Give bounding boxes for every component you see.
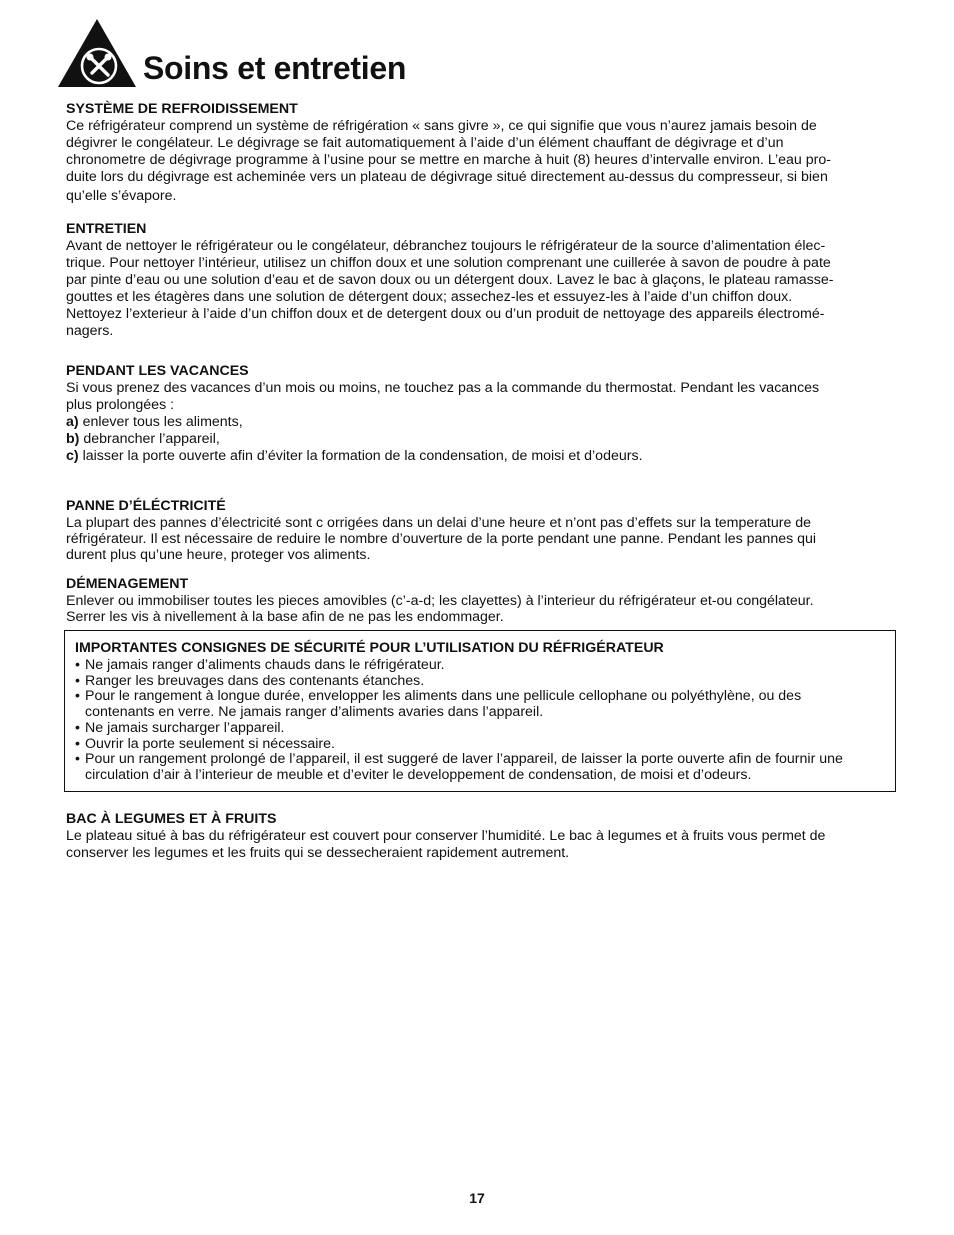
section-heading: SYSTÈME DE REFROIDISSEMENT [66, 101, 298, 117]
paragraph-line: Serrer les vis à nivellement à la base afin de ne pas les endommager. [66, 609, 504, 625]
paragraph-line: Ce réfrigérateur comprend un système de réfrigération « sans givre », ce qui signifie que vous n’aurez jamais besoin de [66, 118, 817, 134]
bullet-text: Ne jamais ranger d’aliments chauds dans le réfrigérateur. [85, 657, 445, 673]
paragraph-line: plus prolongées : [66, 397, 175, 413]
section-heading: DÉMENAGEMENT [66, 576, 189, 592]
paragraph-line: Si vous prenez des vacances d’un mois ou moins, ne touchez pas a la commande du thermostat. Pendant les vacances [66, 380, 820, 396]
tools-warning-icon [57, 18, 137, 88]
bullet-text: Ne jamais surcharger l’appareil. [85, 719, 285, 736]
section-panne [66, 498, 896, 563]
paragraph-line: trique. Pour nettoyer l’intérieur, utilisez un chiffon doux et une solution comprenant une cuillerée à savon de poudre à pate [66, 255, 831, 271]
bullet-text: Ouvrir la porte seulement si nécessaire. [85, 735, 335, 752]
paragraph-line: chronometre de dégivrage programme à l’usine pour se mettre en marche à huit (8) heures d’intervalle environ. L’eau pro- [66, 152, 831, 168]
page-title: Soins et entretien [143, 50, 407, 86]
safety-bullet [75, 752, 895, 783]
list-marker: b) [66, 431, 80, 447]
paragraph-line: Nettoyez l’exterieur à l’aide d’un chiffon doux et de detergent doux ou d’un produit de nettoyage des appareils électromé- [66, 306, 825, 322]
list-text: laisser la porte ouverte afin d’éviter la formation de la condensation, de moisi et d’odeurs. [82, 448, 643, 464]
section-heading: PENDANT LES VACANCES [66, 363, 249, 379]
paragraph-line: nagers. [66, 323, 114, 339]
bullet-text: • Pour le rangement à longue durée, envelopper les aliments dans une pellicule cellophane ou polyéthylène, ou des [85, 688, 802, 705]
section-heading: BAC À LEGUMES ET À FRUITS [66, 811, 277, 827]
safety-bullet [75, 737, 895, 753]
safety-bullet [75, 721, 895, 737]
list-text: enlever tous les aliments, [82, 414, 243, 430]
list-item [66, 448, 896, 465]
paragraph-line: dégivrer le congélateur. Le dégivrage se fait automatiquement à l’aide d’un élément chauffant de dégivrage et d’un [66, 135, 784, 151]
section-heading: PANNE D’ÉLÉCTRICITÉ [66, 498, 226, 514]
paragraph-line: gouttes et les étagères dans une solution de détergent doux; assechez-les et essuyez-les à l’aide d’un chiffon doux. [66, 289, 793, 305]
paragraph-line: conserver les legumes et les fruits qui se dessecheraient rapidement autrement. [66, 845, 570, 861]
paragraph-line: qu’elle s’évapore. [66, 188, 177, 204]
bullet-text: circulation d’air à l’interieur de meuble et d’eviter le developpement de condensation, de moisi et d’odeurs. [85, 766, 752, 783]
bullet-text: contenants en verre. Ne jamais ranger d’aliments avaries dans l’appareil. [85, 704, 544, 721]
list-item [66, 431, 896, 448]
paragraph-line: durent plus qu’une heure, proteger vos aliments. [66, 547, 371, 563]
section-legumes [66, 811, 896, 862]
list-text: debrancher l’appareil, [83, 431, 220, 447]
page-header [57, 18, 757, 90]
paragraph-line: réfrigérateur. Il est nécessaire de reduire le nombre d’ouverture de la porte pendant une panne. Pendant les pannes qui [66, 531, 817, 547]
safety-heading: IMPORTANTES CONSIGNES DE SÉCURITÉ POUR L’UTILISATION DU RÉFRIGÉRATEUR [75, 640, 664, 656]
paragraph-line: Enlever ou immobiliser toutes les pieces amovibles (c’-a-d; les clayettes) à l’interieur du réfrigérateur et-ou congélateur. [66, 593, 814, 609]
safety-bullet [75, 658, 895, 674]
page-number: 17 [469, 1190, 485, 1206]
bullet-text: Ranger les breuvages dans des contenants étanches. [85, 672, 425, 689]
section-vacances [66, 363, 896, 465]
bullet-text: • Pour un rangement prolongé de l’appareil, il est suggeré de laver l’appareil, de laisser la porte ouverte afin de fournir une [85, 751, 843, 768]
section-heading: ENTRETIEN [66, 221, 147, 237]
section-refroidissement [66, 101, 896, 205]
list-item [66, 414, 896, 431]
section-demenagement [66, 576, 896, 625]
list-marker: a) [66, 414, 79, 430]
section-entretien [66, 221, 896, 340]
paragraph-line: Le plateau situé à bas du réfrigérateur est couvert pour conserver l’humidité. Le bac à legumes et à fruits vous permet de [66, 828, 826, 844]
list-marker: c) [66, 448, 79, 464]
paragraph-line: duite lors du dégivrage est acheminée vers un plateau de dégivrage situé directement au-dessus du compresseur, si bien [66, 169, 828, 185]
safety-instructions-box [64, 630, 896, 792]
paragraph-line: La plupart des pannes d’électricité sont c orrigées dans un delai d’une heure et n’ont pas d’effets sur la temperature de [66, 515, 812, 531]
paragraph-line: par pinte d’eau ou une solution d’eau et de savon doux ou un détergent doux. Lavez le bac à glaçons, le plateau ramasse- [66, 272, 834, 288]
safety-bullet [75, 674, 895, 690]
safety-bullet [75, 689, 895, 720]
paragraph-line: Avant de nettoyer le réfrigérateur ou le congélateur, débranchez toujours le réfrigérateur de la source d’alimentation élec- [66, 238, 826, 254]
